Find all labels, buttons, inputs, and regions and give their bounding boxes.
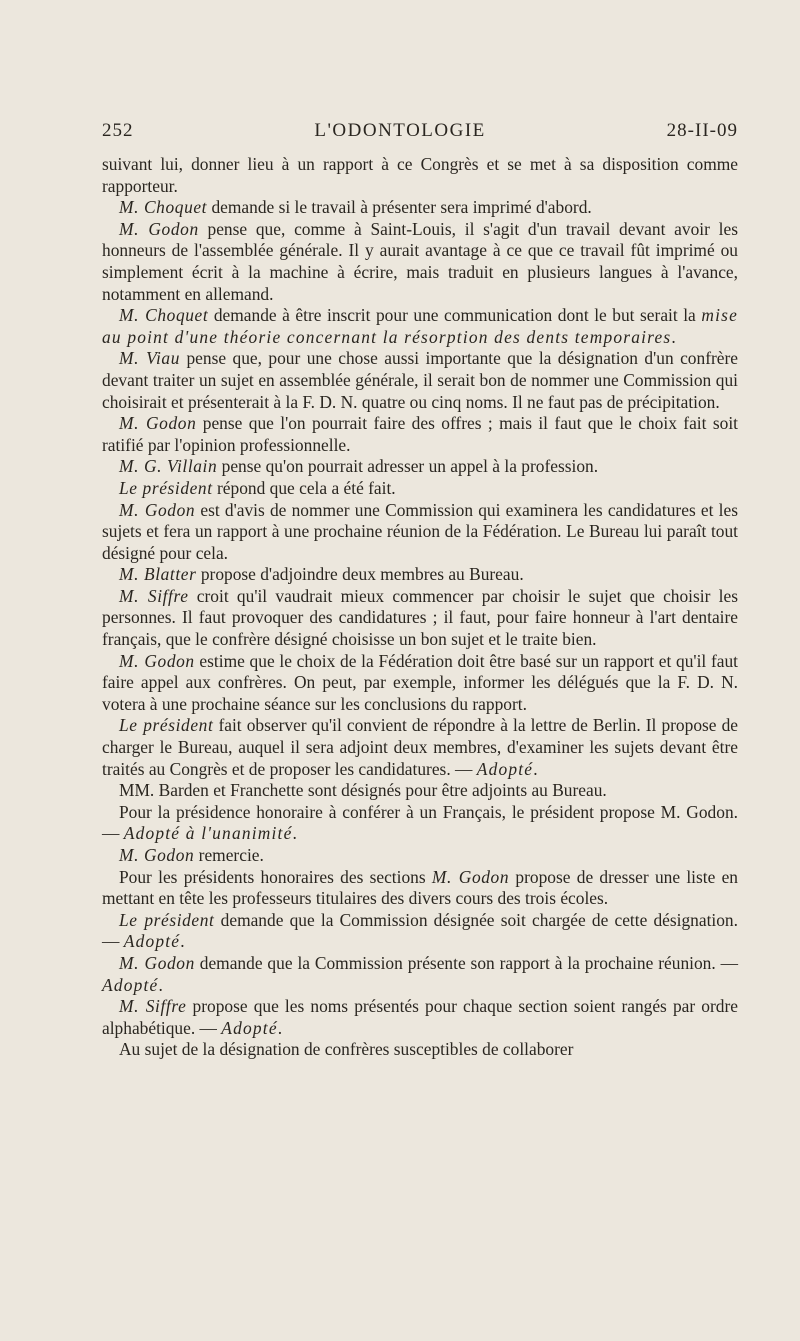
paragraph-text: pense que, pour une chose aussi importante que la désignation d'un confrère devant traiter un sujet en assemblée générale, il serait bon de nommer une Commission qui choisirait et présenterait à la F. D. N. quatre ou cinq noms. Il ne faut pas de précipitation. xyxy=(102,348,739,412)
paragraph-text: croit qu'il vaudrait mieux commencer par choisir le sujet que choisir les personnes. Il faut provoquer des candidatures ; il faut, pour faire honneur à l'art dentaire français, que le confrère désigné choisisse un bon sujet et le traite bien. xyxy=(102,585,738,650)
paragraph-text: . xyxy=(292,823,297,844)
body-text xyxy=(102,154,738,1061)
paragraph xyxy=(102,910,738,953)
emphasis-text: Adopté à l'unanimité xyxy=(123,823,293,844)
paragraph-text: demande si le travail à présenter sera imprimé d'abord. xyxy=(207,197,592,218)
paragraph xyxy=(102,154,738,197)
paragraph xyxy=(102,564,738,586)
emphasis-text: Adopté xyxy=(123,931,181,952)
speaker-name: M. Godon xyxy=(119,499,196,520)
paragraph xyxy=(102,651,738,716)
speaker-name: M. Godon xyxy=(119,952,195,973)
speaker-name: Le président xyxy=(119,715,214,736)
paragraph-text: fait observer qu'il convient de répondre à la lettre de Berlin. Il propose de charger le Bureau, auquel il sera adjoint deux membres, d'examiner les sujets devant être traités au Congrès et de proposer les candidatures. — xyxy=(102,715,738,779)
paragraph-text: demande à être inscrit pour une communication dont le but serait la xyxy=(208,305,702,326)
speaker-name: M. Godon xyxy=(119,650,195,671)
emphasis-text: mise au point d'une théorie concernant la résorption des dents temporaires xyxy=(102,305,738,347)
paragraph-text: remercie. xyxy=(194,845,264,865)
paragraph xyxy=(102,348,738,413)
paragraph-text: propose que les noms présentés pour chaque section soient rangés par ordre alphabétique. — xyxy=(102,996,738,1038)
paragraph-text: propose d'adjoindre deux membres au Bureau. xyxy=(196,564,524,585)
paragraph xyxy=(102,219,738,305)
paragraph xyxy=(102,305,738,348)
speaker-name: M. Choquet xyxy=(119,305,209,326)
paragraph-text: . xyxy=(180,931,185,952)
paragraph xyxy=(102,413,738,456)
journal-title: L'ODONTOLOGIE xyxy=(314,120,486,141)
paragraph-text: . xyxy=(158,974,163,995)
paragraph-text: Au sujet de la désignation de confrères susceptibles de collaborer xyxy=(119,1039,574,1060)
paragraph-text: MM. Barden et Franchette sont désignés pour être adjoints au Bureau. xyxy=(119,780,607,801)
paragraph-text: répond que cela a été fait. xyxy=(212,477,396,498)
speaker-name: Le président xyxy=(119,477,213,498)
emphasis-text: Adopté xyxy=(221,1017,278,1038)
paragraph xyxy=(102,456,738,478)
paragraph xyxy=(102,867,738,910)
paragraph-text: . xyxy=(277,1017,283,1038)
paragraph xyxy=(102,802,738,845)
paragraph-text: est d'avis de nommer une Commission qui examinera les candidatures et les sujets et fera un rapport à une prochaine réunion de la Fédération. Le Bureau lui paraît tout désigné pour cela. xyxy=(102,499,738,563)
paragraph xyxy=(102,996,738,1039)
speaker-name: M. Blatter xyxy=(119,564,197,585)
speaker-name: M. Godon xyxy=(119,845,195,865)
paragraph-text: suivant lui, donner lieu à un rapport à ce Congrès et se met à sa disposition comme rapporteur. xyxy=(102,154,738,196)
paragraph-text: estime que le choix de la Fédération doit être basé sur un rapport et qu'il faut faire appel aux confrères. On peut, par exemple, informer les délégués que la F. D. N. votera à une prochaine séance sur les conclusions du rapport. xyxy=(102,650,738,714)
paragraph-text: pense que, comme à Saint-Louis, il s'agit d'un travail devant avoir les honneurs de l'assemblée générale. Il y aurait avantage à ce que ce travail fût imprimé ou simplement écrit à la machine à écrire, mais traduit en plusieurs langues à l'avance, notamment en allemand. xyxy=(102,218,738,304)
paragraph xyxy=(102,845,738,867)
paragraph-text: demande que la Commission désignée soit chargée de cette désignation. — xyxy=(102,909,738,952)
speaker-name: M. Godon xyxy=(431,866,510,887)
speaker-name: M. Godon xyxy=(119,218,199,239)
emphasis-text: Adopté xyxy=(476,758,534,779)
paragraph xyxy=(102,586,738,651)
paragraph xyxy=(102,715,738,780)
paragraph-text: propose de dresser une liste en mettant en tête les professeurs titulaires des divers cours des trois écoles. xyxy=(102,866,738,909)
paragraph-text: Pour la présidence honoraire à conférer à un Français, le président propose M. Godon. — xyxy=(102,801,738,844)
paragraph-text: . xyxy=(671,326,676,347)
paragraph-text: pense que l'on pourrait faire des offres ; mais il faut que le choix fait soit ratifié par l'opinion professionnelle. xyxy=(102,413,738,455)
paragraph-text: . xyxy=(533,758,538,779)
speaker-name: M. Viau xyxy=(119,348,181,369)
emphasis-text: Adopté xyxy=(102,974,159,995)
paragraph xyxy=(102,197,738,219)
paragraph xyxy=(102,478,738,500)
running-header xyxy=(102,120,738,142)
paragraph-text: Pour les présidents honoraires des sections xyxy=(119,866,432,887)
paragraph xyxy=(102,500,738,565)
speaker-name: M. G. Villain xyxy=(119,456,218,477)
speaker-name: M. Siffre xyxy=(119,585,189,606)
speaker-name: Le président xyxy=(119,909,215,930)
page-number: 252 xyxy=(102,120,134,141)
speaker-name: M. Godon xyxy=(119,413,197,434)
paragraph xyxy=(102,953,738,996)
speaker-name: M. Choquet xyxy=(119,197,208,218)
paragraph xyxy=(102,1039,738,1061)
issue-date: 28-II-09 xyxy=(666,120,738,141)
speaker-name: M. Siffre xyxy=(119,996,187,1017)
paragraph-text: demande que la Commission présente son rapport à la prochaine réunion. — xyxy=(194,952,738,973)
paragraph-text: pense qu'on pourrait adresser un appel à la profession. xyxy=(217,456,599,477)
paragraph xyxy=(102,780,738,802)
